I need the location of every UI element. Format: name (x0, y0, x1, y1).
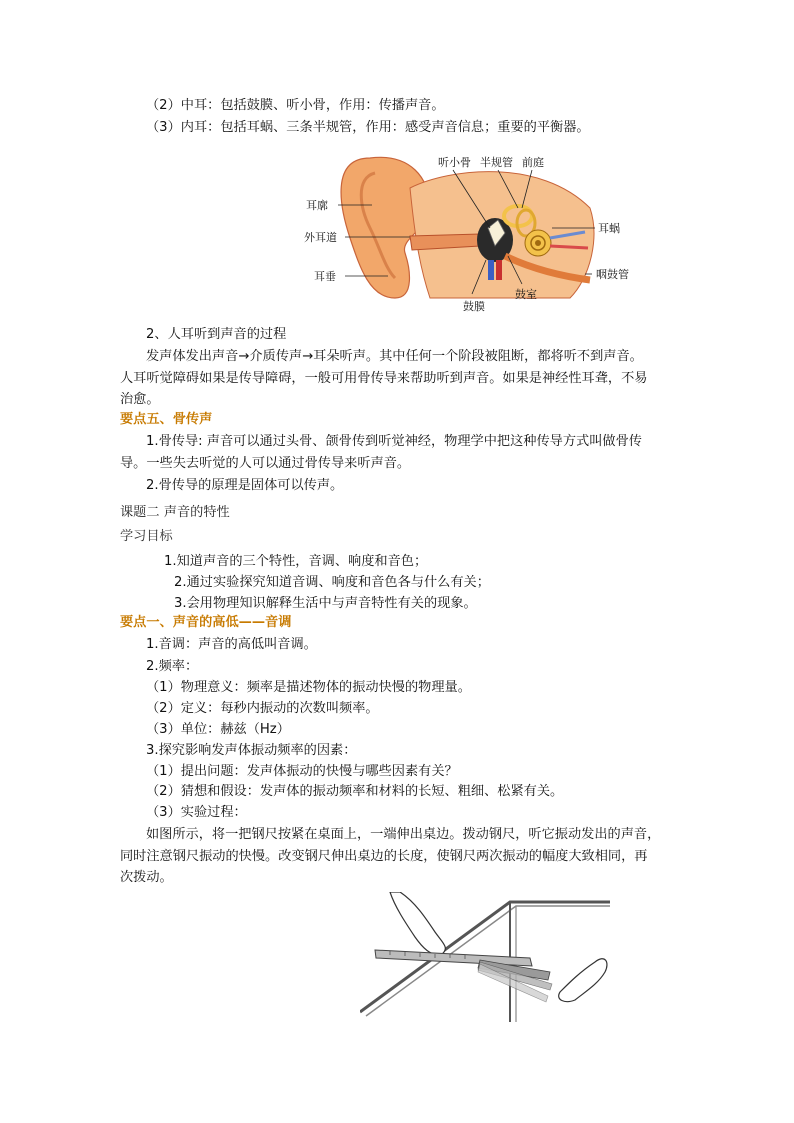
text-line: （1）物理意义：频率是描述物体的振动快慢的物理量。 (146, 680, 471, 695)
ear-anatomy-figure (300, 148, 640, 318)
text-line: 1.音调：声音的高低叫音调。 (146, 637, 317, 652)
label-cochlea: 耳蜗 (598, 222, 620, 235)
text-line: （3）实验过程： (146, 805, 247, 820)
label-ear-canal: 外耳道 (304, 231, 337, 244)
label-auricle: 耳廓 (306, 199, 328, 212)
text-line: 1.骨传导: 声音可以通过头骨、颌骨传到听觉神经，物理学中把这种传导方式叫做骨传 (146, 434, 642, 449)
text-line: 导。一些失去听觉的人可以通过骨传导来听声音。 (120, 456, 411, 471)
label-ossicles: 听小骨 (438, 156, 471, 169)
text-line: （2）猜想和假设：发声体的振动频率和材料的长短、粗细、松紧有关。 (146, 784, 564, 799)
section-heading: 要点一、声音的高低——音调 (120, 615, 292, 630)
label-eustachian: 咽鼓管 (596, 268, 629, 281)
text-line: （3）内耳：包括耳蜗、三条半规管，作用：感受声音信息；重要的平衡器。 (146, 120, 590, 135)
label-vestibule: 前庭 (522, 156, 544, 169)
text-line: 如图所示，将一把钢尺按紧在桌面上，一端伸出桌边。拨动钢尺，听它振动发出的声音， (146, 827, 661, 842)
text-line: 2、人耳听到声音的过程 (146, 327, 287, 342)
label-tympanic-cavity: 鼓室 (515, 288, 537, 301)
ruler-experiment-figure (360, 892, 610, 1022)
goal-item: 1.知道声音的三个特性，音调、响度和音色； (164, 554, 428, 569)
text-line: （2）中耳：包括鼓膜、听小骨，作用：传播声音。 (146, 98, 445, 113)
text-line: 同时注意钢尺振动的快慢。改变钢尺伸出桌边的长度，使钢尺两次振动的幅度大致相同，再 (120, 849, 648, 864)
text-line: 人耳听觉障碍如果是传导障碍，一般可用骨传导来帮助听到声音。如果是神经性耳聋，不易 (120, 371, 648, 386)
lesson-title: 课题二 声音的特性 (120, 505, 230, 520)
text-line: 治愈。 (120, 392, 160, 407)
text-line: 2.频率： (146, 659, 199, 674)
label-semicircular: 半规管 (480, 156, 513, 169)
text-line: （1）提出问题：发声体振动的快慢与哪些因素有关？ (146, 764, 458, 779)
text-line: 3.探究影响发声体振动频率的因素： (146, 743, 357, 758)
text-line: 2.骨传导的原理是固体可以传声。 (146, 478, 344, 493)
goal-item: 2.通过实验探究知道音调、响度和音色各与什么有关； (174, 575, 490, 590)
learning-goals-heading: 学习目标 (120, 529, 173, 544)
text-line: 次拨动。 (120, 870, 173, 885)
goal-item: 3.会用物理知识解释生活中与声音特性有关的现象。 (174, 596, 477, 611)
label-earlobe: 耳垂 (314, 270, 336, 283)
label-eardrum: 鼓膜 (463, 300, 485, 313)
text-line: （3）单位：赫兹（Hz） (146, 722, 290, 737)
text-line: （2）定义：每秒内振动的次数叫频率。 (146, 701, 379, 716)
text-line: 发声体发出声音→介质传声→耳朵听声。其中任何一个阶段被阻断，都将听不到声音。 (146, 349, 643, 364)
section-heading: 要点五、骨传声 (120, 412, 213, 427)
